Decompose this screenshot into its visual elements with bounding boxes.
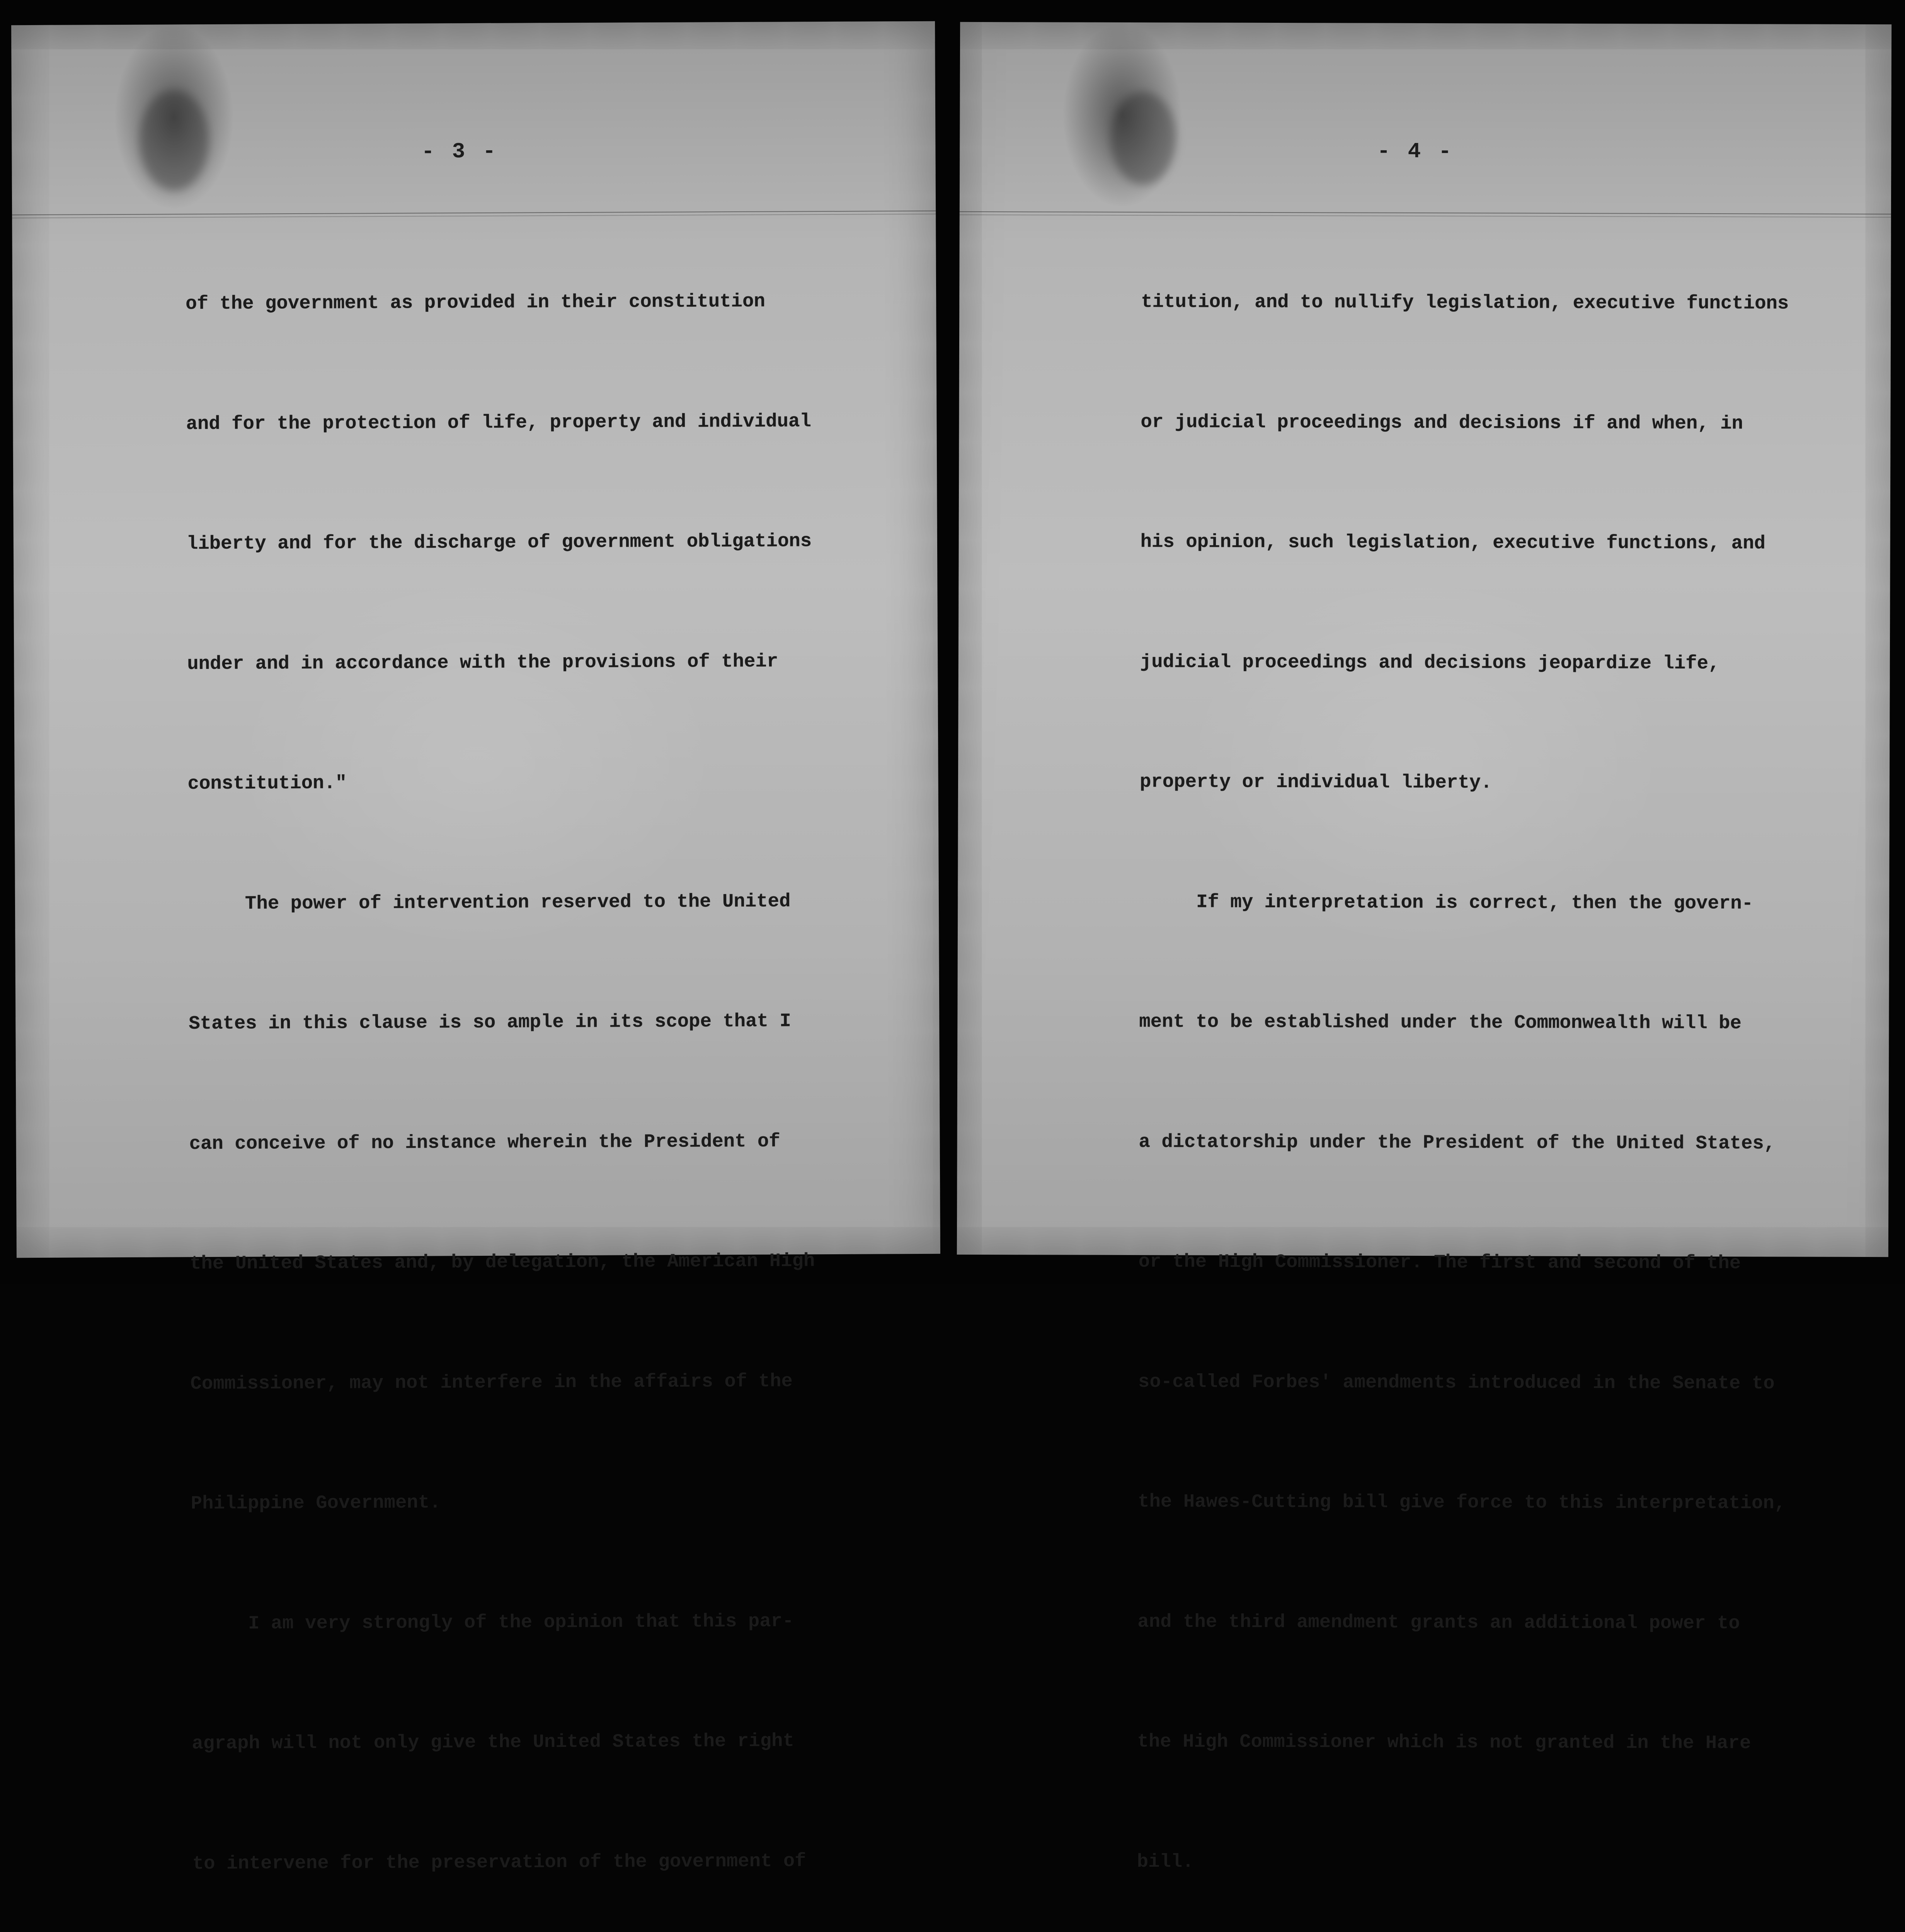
text-line: can conceive of no instance wherein the President of (189, 1130, 780, 1155)
page-3 (11, 21, 940, 1874)
text-line: constitution." (187, 772, 347, 795)
page-text (1134, 202, 1801, 1932)
text-line: titution, and to nullify legislation, executive functions (1141, 291, 1789, 315)
page-number: - 3 - (421, 139, 498, 164)
text-line: a dictatorship under the President of the United States, (1139, 1131, 1776, 1154)
text-line: and the third amendment grants an additional power to (1137, 1611, 1740, 1634)
text-line: the United States and, by delegation, the American High (189, 1250, 815, 1275)
text-line: If my interpretation is correct, then the govern- (1139, 891, 1753, 914)
page-text (185, 201, 868, 1932)
text-line: or judicial proceedings and decisions if and when, in (1141, 411, 1743, 434)
text-line: Commissioner, may not interfere in the affairs of the (190, 1370, 793, 1395)
text-line: States in this clause is so ample in its scope that I (189, 1010, 791, 1035)
text-line: the Hawes-Cutting bill give force to this interpretation, (1138, 1491, 1786, 1514)
text-line: his opinion, such legislation, executive functions, and (1140, 531, 1765, 554)
text-line: bill. (1137, 1850, 1194, 1872)
page-4 (957, 22, 1891, 1872)
text-line: the High Commissioner which is not granted in the Hare (1137, 1731, 1751, 1754)
text-line: judicial proceedings and decisions jeopardize life, (1140, 651, 1720, 674)
ink-smudge (1110, 92, 1176, 185)
text-line: The power of intervention reserved to the United (188, 890, 791, 915)
text-line: of the government as provided in their constitution (186, 290, 765, 315)
text-line: or the High Commissioner. The first and second of the (1138, 1251, 1741, 1274)
text-line: Philippine Government. (191, 1492, 441, 1515)
text-line: property or individual liberty. (1139, 771, 1492, 794)
text-line: I am very strongly of the opinion that this par- (191, 1610, 794, 1634)
text-line: to intervene for the preservation of the government of (192, 1850, 806, 1874)
text-line: agraph will not only give the United States the right (192, 1730, 795, 1755)
text-line: under and in accordance with the provisions of their (187, 650, 778, 675)
text-line: and for the protection of life, property and individual (186, 410, 811, 435)
text-line: so-called Forbes' amendments introduced in the Senate to (1138, 1371, 1775, 1394)
text-line: liberty and for the discharge of government obligations (186, 530, 812, 555)
text-line: ment to be established under the Commonwealth will be (1139, 1011, 1742, 1034)
ink-smudge (139, 90, 209, 191)
page-number: - 4 - (1377, 139, 1454, 164)
